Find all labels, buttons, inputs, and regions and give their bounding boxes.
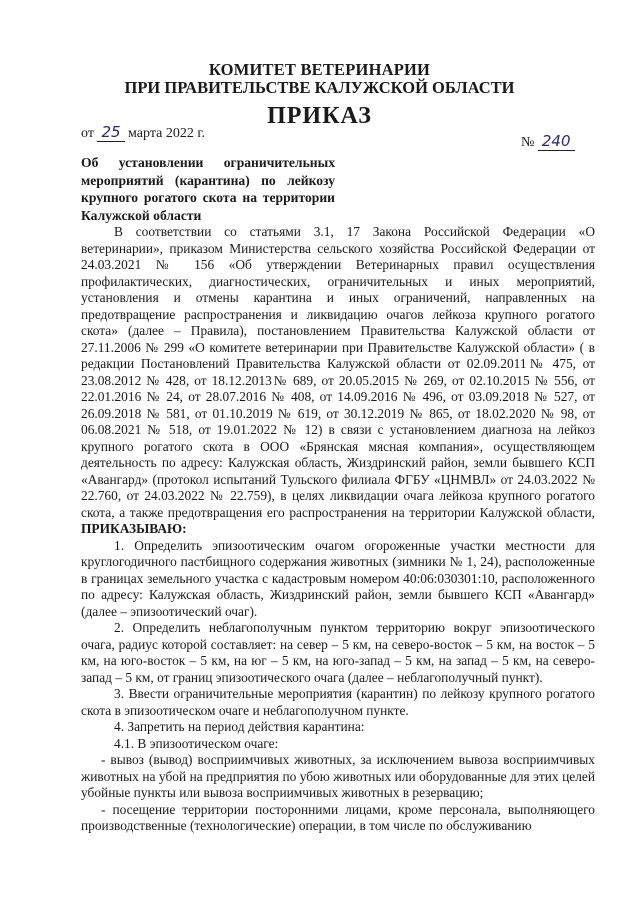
- number-prefix: №: [521, 135, 535, 150]
- issuer-line-1: КОМИТЕТ ВЕТЕРИНАРИИ: [208, 60, 431, 79]
- item-1: 1. Определить эпизоотическим очагом огороженные участки местности для круглогодичного пастбищного содержания животных (зимники № 1, 24), расположенные в границах земельного участка с кадастровым номером 40:06:030301:10, расположенного по адресу: Калужская область, Жиздринский район, земли бывшего КСП «Авангард» (далее – эпизоотический очаг).: [81, 537, 595, 619]
- order-body: [81, 224, 595, 835]
- order-number: [521, 132, 575, 151]
- order-word: ПРИКАЗЫВАЮ:: [81, 521, 187, 536]
- preamble-paragraph: [81, 224, 595, 538]
- order-subject: Об установлении ограничительных мероприятий (карантина) по лейкозу крупного рогатого скота на территории Калужской области: [81, 155, 335, 223]
- date-rest: марта 2022 г.: [128, 126, 205, 141]
- date-day-handwritten: 25: [97, 123, 124, 142]
- date-prefix: от: [81, 126, 94, 141]
- item-3: 3. Ввести ограничительные мероприятия (карантин) по лейкозу крупного рогатого скота в эпизоотическом очаге и неблагополучном пункте.: [81, 686, 595, 718]
- item-4-1-bullet-2: - посещение территории посторонними лицами, кроме персонала, выполняющего производственные (технологические) операции, в том числе по обслуживанию: [81, 801, 595, 833]
- preamble-text: В соответствии со статьями 3.1, 17 Закона Российской Федерации «О ветеринарии», приказом Министерства сельского хозяйства Российской Федерации от 24.03.2021 № 156 «Об утверждении Ветеринарных правил осуществления профилактических, диагностических, ограничительных и иных мероприятий, установления и отмены карантина и иных ограничений, направленных на предотвращение распространения и ликвидацию очагов лейкоза крупного рогатого скота» (далее – Правила), постановлением Правительства Калужской области от 27.11.2006 № 299 «О комитете ветеринарии при Правительстве Калужской области» ( в редакции Постановлений Правительства Калужской области от 02.09.2011№ 475, от 23.08.2012 № 428, от 18.12.2013№ 689, от 20.05.2015 № 269, от 02.10.2015 № 556, от 22.01.2016 № 24, от 28.07.2016 № 408, от 14.09.2016 № 496, от 03.09.2018 № 527, от 26.09.2018 № 581, от 01.10.2019 № 619, от 30.12.2019 № 865, от 18.02.2020 № 98, от 06.08.2021 № 518, от 19.01.2022 № 12) в связи с установлением диагноза на лейкоз крупного рогатого скота в ООО «Брянская мясная компания», осуществляющем деятельность по адресу: Калужская область, Жиздринский район, земли бывшего КСП «Авангард» (протокол испытаний Тульского филиала ФГБУ «ЦНМВЛ» от 24.03.2022 № 22.760, от 24.03.2022 № 22.759), в целях ликвидации очага лейкоза крупного рогатого скота, а также предотвращения его распространения на территории Калужской области,: [81, 224, 595, 520]
- number-value-handwritten: 240: [538, 132, 575, 151]
- item-4-1: 4.1. В эпизоотическом очаге:: [114, 735, 279, 751]
- document-type: ПРИКАЗ: [267, 103, 372, 129]
- order-date: [81, 123, 205, 142]
- issuer-line-2: ПРИ ПРАВИТЕЛЬСТВЕ КАЛУЖСКОЙ ОБЛАСТИ: [124, 78, 515, 97]
- item-4-1-bullet-1: - вывоз (вывод) восприимчивых животных, за исключением вывоза восприимчивых животных на убой на предприятия по убою животных или оборудованные для этих целей убойные пункты или вывоза восприимчивых животных в резервацию;: [81, 752, 595, 800]
- item-2: 2. Определить неблагополучным пунктом территорию вокруг эпизоотического очага, радиус которой составляет: на север – 5 км, на северо-восток – 5 км, на восток – 5 км, на юго-восток – 5 км, на юг – 5 км, на юго-запад – 5 км, на запад – 5 км, на северо-запад – 5 км, от границ эпизоотического очага (далее – неблагополучный пункт).: [81, 620, 595, 685]
- item-4: 4. Запретить на период действия карантина:: [114, 719, 365, 734]
